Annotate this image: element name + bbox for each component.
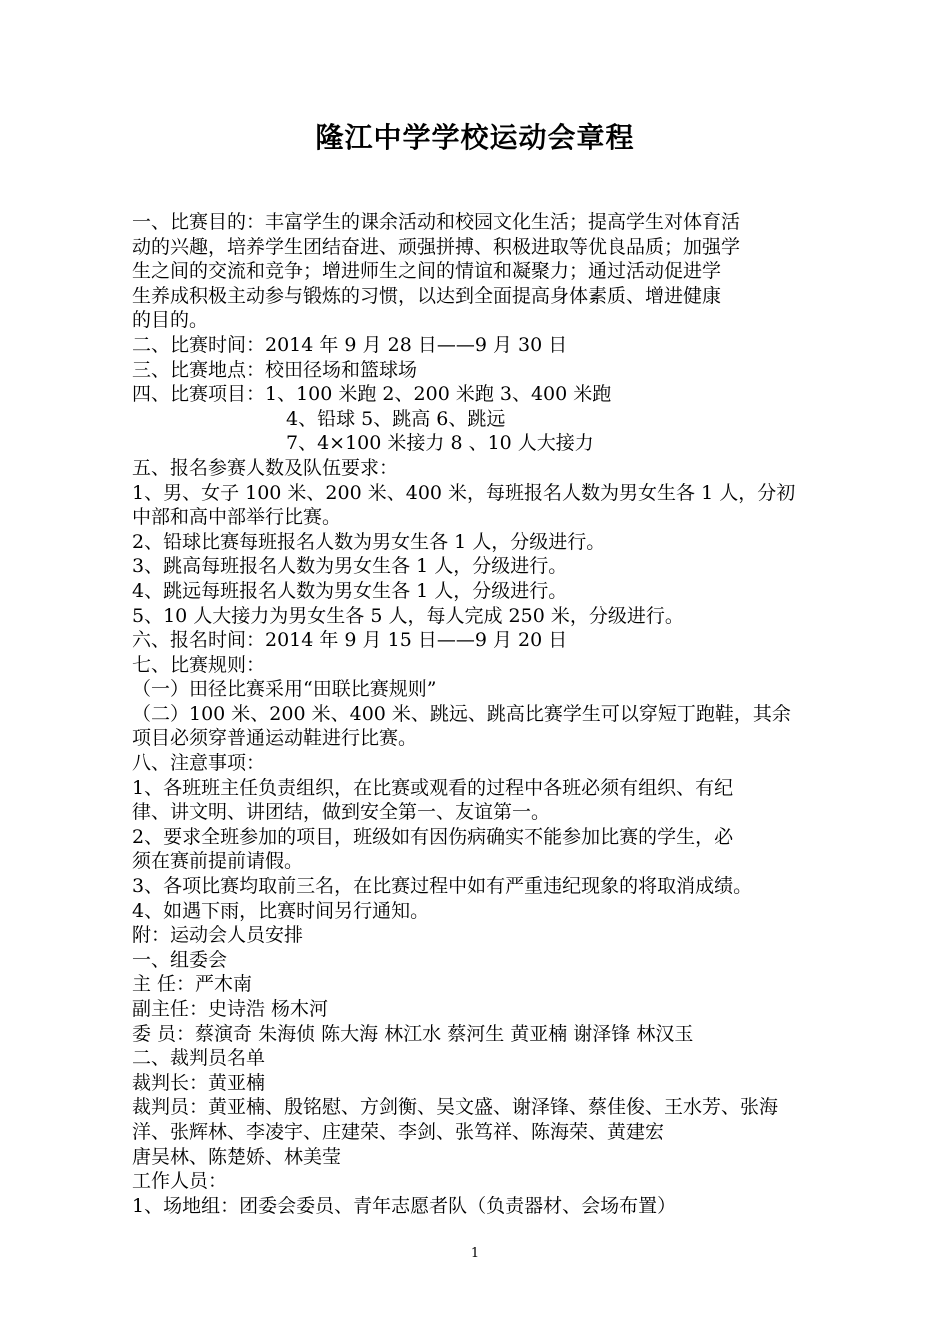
text-line: （一）田径比赛采用“田联比赛规则”	[132, 678, 437, 701]
text-line: 的目的。	[132, 309, 209, 332]
text-line: 项目必须穿普通运动鞋进行比赛。	[132, 727, 418, 750]
text-line: 1、男、女子 100 米、200 米、400 米，每班报名人数为男女生各 1 人，分初	[132, 481, 796, 504]
text-line: 副主任：史诗浩 杨木河	[132, 998, 329, 1020]
text-line: 一、比赛目的：丰富学生的课余活动和校园文化生活；提高学生对体育活	[132, 211, 741, 233]
text-line: 3、跳高每班报名人数为男女生各 1 人，分级进行。	[132, 555, 568, 578]
text-line: 主 任：严木南	[132, 973, 253, 996]
text-line: 4、铅球 5、跳高 6、跳远	[286, 407, 506, 430]
text-line: 四、比赛项目：1、100 米跑 2、200 米跑 3、400 米跑	[132, 383, 612, 406]
text-line: 三、比赛地点：校田径场和篮球场	[132, 358, 418, 381]
text-line: 五、报名参赛人数及队伍要求：	[132, 456, 399, 479]
text-line: 一、组委会	[132, 948, 228, 971]
text-line: 2、要求全班参加的项目，班级如有因伤病确实不能参加比赛的学生，必	[132, 825, 734, 848]
text-line: 附：运动会人员安排	[132, 924, 304, 947]
text-line: 生之间的交流和竞争；增进师生之间的情谊和凝聚力；通过活动促进学	[132, 260, 722, 283]
text-line: 八、注意事项：	[132, 752, 266, 775]
text-line: 七、比赛规则：	[132, 653, 266, 676]
text-line: 4、跳远每班报名人数为男女生各 1 人，分级进行。	[132, 579, 568, 602]
text-line: 唐吴林、陈楚娇、林美莹	[132, 1145, 342, 1168]
document-body	[132, 210, 832, 1218]
text-line: 3、各项比赛均取前三名，在比赛过程中如有严重违纪现象的将取消成绩。	[132, 875, 753, 898]
text-line: 律、讲文明、讲团结，做到安全第一、友谊第一。	[132, 801, 551, 824]
text-line: 二、裁判员名单	[132, 1047, 266, 1070]
text-line: 5、10 人大接力为男女生各 5 人，每人完成 250 米，分级进行。	[132, 604, 684, 627]
text-line: 动的兴趣，培养学生团结奋进、顽强拼搏、积极进取等优良品质；加强学	[132, 235, 741, 258]
text-line: 中部和高中部举行比赛。	[132, 506, 342, 529]
text-line: 1、各班班主任负责组织，在比赛或观看的过程中各班必须有组织、有纪	[132, 776, 734, 799]
text-line: （二）100 米、200 米、400 米、跳远、跳高比赛学生可以穿短丁跑鞋，其余	[132, 702, 791, 725]
text-line: 裁判员：黄亚楠、殷铭慰、方剑衡、吴文盛、谢泽锋、蔡佳俊、王水芳、张海	[132, 1096, 779, 1119]
text-line: 裁判长：黄亚楠	[132, 1071, 266, 1094]
page-number: 1	[470, 1246, 480, 1261]
text-line: 洋、张辉林、李凌宇、庄建荣、李剑、张笃祥、陈海荣、黄建宏	[132, 1120, 665, 1143]
text-line: 生养成积极主动参与锻炼的习惯，以达到全面提高身体素质、增进健康	[132, 284, 722, 307]
text-line: 二、比赛时间：2014 年 9 月 28 日——9 月 30 日	[132, 333, 568, 356]
text-line: 4、如遇下雨，比赛时间另行通知。	[132, 899, 430, 922]
text-line: 须在赛前提前请假。	[132, 850, 304, 873]
text-line: 1、场地组：团委会委员、青年志愿者队（负责器材、会场布置）	[132, 1194, 677, 1217]
document-title: 隆江中学学校运动会章程	[315, 121, 635, 154]
text-line: 六、报名时间：2014 年 9 月 15 日——9 月 20 日	[132, 629, 568, 652]
text-line: 委 员：蔡演奇 朱海侦 陈大海 林江水 蔡河生 黄亚楠 谢泽锋 林汉玉	[132, 1022, 694, 1045]
text-line: 2、铅球比赛每班报名人数为男女生各 1 人，分级进行。	[132, 530, 606, 553]
text-line: 7、4×100 米接力 8 、10 人大接力	[286, 432, 594, 455]
text-line: 工作人员：	[132, 1170, 228, 1193]
